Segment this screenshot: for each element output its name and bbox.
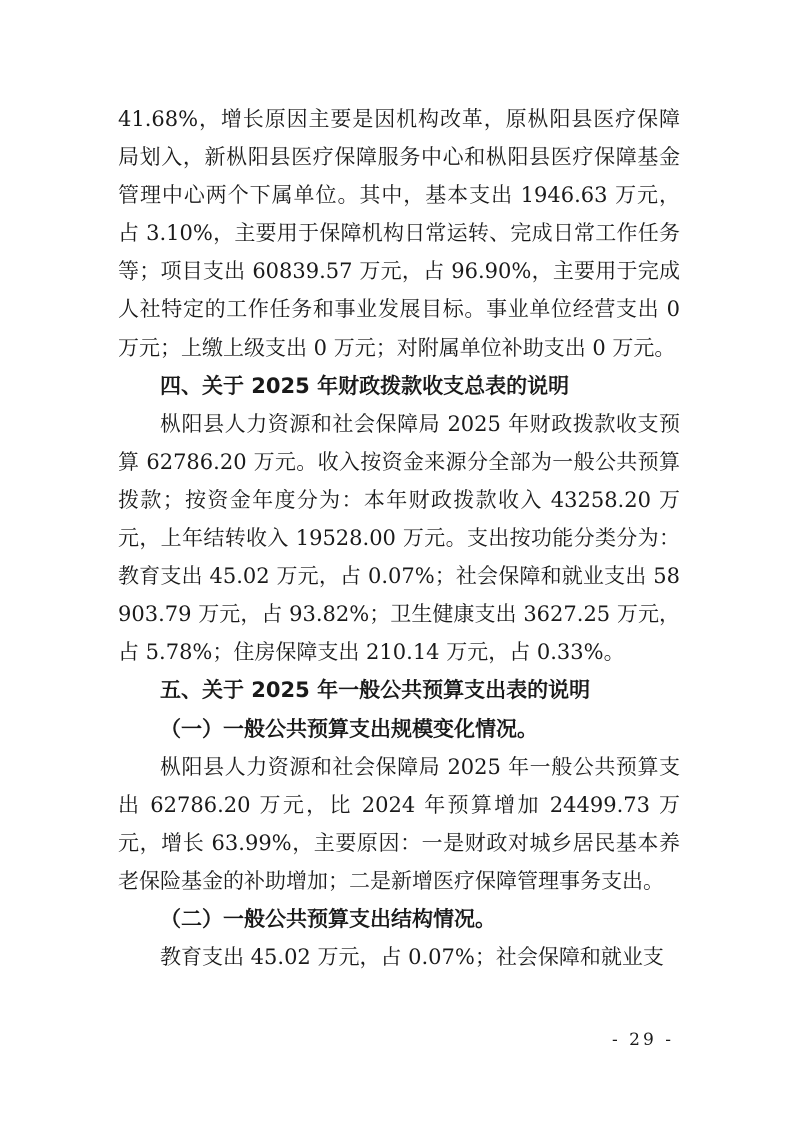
body-paragraph: 教育支出 45.02 万元，占 0.07%；社会保障和就业支 [160, 945, 664, 970]
section-heading-4: 四、关于 2025 年财政拨款收支总表的说明 [160, 373, 570, 398]
body-paragraph: 41.68%，增长原因主要是因机构改革，原枞阳县医疗保障局划入，新枞阳县医疗保障服务中心和枞阳县医疗保障基金管理中心两个下属单位。其中，基本支出 1946.63 万元，占 3.10%，主要用于保障机构日常运转、完成日常工作任务等；项目支出 60839.57 万元，占 96.90%，主要用于完成人社特定的工作任务和事业发展目标。事业单位经营支出 0 万元；上缴上级支出 0 万元；对附属单位补助支出 0 万元。 [118, 107, 680, 360]
sub-heading-1: （一）一般公共预算支出规模变化情况。 [160, 715, 538, 741]
page-body [118, 100, 680, 976]
page-number: - 29 - [612, 1030, 674, 1050]
section-heading-5: 五、关于 2025 年一般公共预算支出表的说明 [160, 678, 591, 703]
body-paragraph: 枞阳县人力资源和社会保障局 2025 年一般公共预算支出 62786.20 万元，比 2024 年预算增加 24499.73 万元，增长 63.99%，主要原因：一是财政对城乡居民基本养老保险基金的补助增加；二是新增医疗保障管理事务支出。 [118, 754, 680, 893]
body-paragraph: 枞阳县人力资源和社会保障局 2025 年财政拨款收支预算 62786.20 万元。收入按资金来源分全部为一般公共预算拨款；按资金年度分为：本年财政拨款收入 43258.20 万元，上年结转收入 19528.00 万元。支出按功能分类分为：教育支出 45.02 万元，占 0.07%；社会保障和就业支出 58903.79 万元，占 93.82%；卫生健康支出 3627.25 万元，占 5.78%；住房保障支出 210.14 万元，占 0.33%。 [118, 411, 680, 665]
sub-heading-2: （二）一般公共预算支出结构情况。 [160, 905, 496, 931]
